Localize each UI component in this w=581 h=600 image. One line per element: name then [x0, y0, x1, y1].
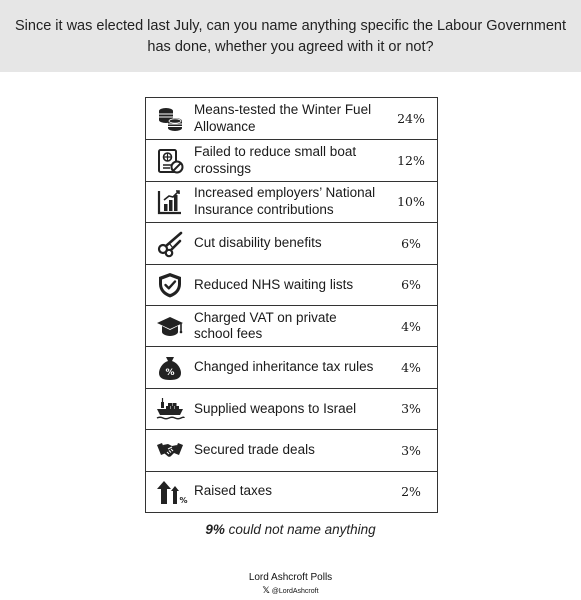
footnote-text: could not name anything — [224, 522, 376, 537]
row-label: Reduced NHS waiting lists — [194, 276, 354, 292]
graduation-cap-icon — [146, 306, 194, 346]
row-value: 6% — [401, 277, 421, 293]
row-value: 3% — [401, 401, 421, 417]
table-row — [146, 305, 437, 346]
shield-check-icon — [146, 265, 194, 305]
row-label: Secured trade deals — [194, 442, 315, 458]
results-table — [145, 97, 438, 513]
table-row — [146, 98, 437, 139]
row-label: Changed inheritance tax rules — [194, 359, 374, 375]
row-value: 2% — [401, 484, 421, 500]
table-row — [146, 139, 437, 180]
row-value: 10% — [397, 194, 425, 210]
table-row — [146, 346, 437, 387]
row-value: 12% — [397, 153, 425, 169]
ship-icon — [146, 389, 194, 429]
footnote — [0, 522, 581, 537]
question-header — [0, 0, 581, 72]
row-label: Raised taxes — [194, 483, 273, 499]
bar-chart-icon — [146, 182, 194, 222]
row-label: Increased employers’ National Insurance contributions — [194, 185, 376, 217]
money-bag-icon — [146, 347, 194, 387]
row-value: 3% — [401, 442, 421, 458]
row-value: 4% — [401, 318, 421, 334]
question-text: Since it was elected last July, can you name anything specific the Labour Government has done, whether you agreed with it or not? — [14, 18, 567, 55]
row-value: 24% — [397, 111, 425, 127]
row-label: Cut disability benefits — [194, 235, 322, 251]
svg-text:%: % — [165, 367, 175, 378]
table-row — [146, 264, 437, 305]
row-value: 4% — [401, 360, 421, 376]
table-row — [146, 429, 437, 470]
row-label: Charged VAT on private school fees — [194, 309, 337, 342]
table-row — [146, 222, 437, 263]
handle-text: @LordAshcroft — [271, 588, 319, 595]
social-handle — [0, 585, 581, 596]
row-value: 6% — [401, 235, 421, 251]
footnote-value: 9% — [205, 522, 225, 537]
brand-name: Lord Ashcroft Polls — [248, 572, 333, 583]
svg-text:%: % — [179, 495, 188, 505]
coins-icon — [146, 98, 194, 139]
table-row — [146, 181, 437, 222]
row-label: Failed to reduce small boat crossings — [194, 144, 357, 176]
scissors-icon — [146, 223, 194, 263]
x-logo-icon: 𝕏 — [262, 585, 270, 595]
table-row — [146, 388, 437, 429]
arrow-up-icon — [146, 472, 194, 512]
row-label: Supplied weapons to Israel — [194, 400, 357, 416]
passport-icon — [146, 140, 194, 180]
row-label: Means-tested the Winter Fuel Allowance — [194, 102, 372, 134]
handshake-icon — [146, 430, 194, 470]
table-row — [146, 471, 437, 512]
